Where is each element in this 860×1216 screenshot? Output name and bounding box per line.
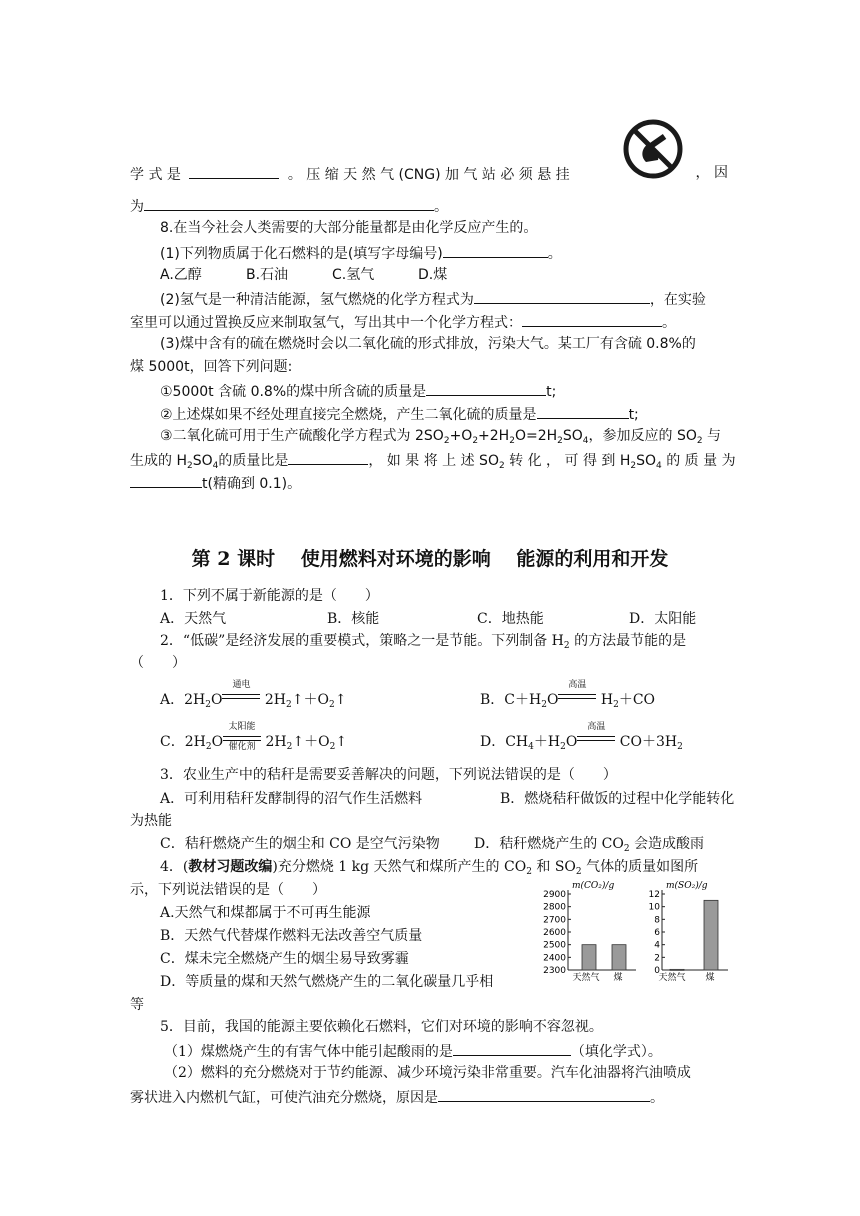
q2-option-b: B．$C+H_2O$ 高温 $H_2+CO$ <box>480 680 656 710</box>
q8-option-a: A.乙醇 <box>160 267 202 283</box>
q7-line2-text-a: 为 <box>130 199 144 215</box>
q5-stem: 5．目前，我国的能源主要依赖化石燃料，它们对环境的影响不容忽视。 <box>160 1019 603 1035</box>
q8-part2-cont <box>130 312 676 332</box>
q2-option-c: C．$2H_2O$ 太阳能 催化剂 $2H_2↑+O_2↑$ <box>160 722 348 752</box>
chart-x-tick-label: 天然气 <box>572 973 600 983</box>
q7-line1-text-b: 。 压 缩 天 然 气 (CNG) 加 气 站 必 须 悬 挂 <box>287 167 570 183</box>
q8-blank-7[interactable] <box>130 473 202 488</box>
chart-bar-natural-gas <box>670 969 684 970</box>
q8-option-c: C.氢气 <box>332 267 375 283</box>
q2-option-d: D．$CH_4+H_2O$ 高温 $CO+3H_2$ <box>480 722 683 752</box>
chart-x-tick-label: 煤 <box>613 973 623 983</box>
q8-part3: (3)煤中含有的硫在燃烧时会以二氧化硫的形式排放，污染大气。某工厂有含硫 0.8%的 <box>160 336 696 352</box>
q8-sub3: ③二氧化硫可用于生产硫酸化学方程式为 $2SO_2+O_2+2H_2O=2H_2SO_4$，参加反应的 $SO_2$ 与 <box>160 428 722 446</box>
chart-y-tick-label: 2900 <box>543 890 566 900</box>
q8-part1 <box>160 243 562 263</box>
q8-blank-3[interactable] <box>522 312 662 327</box>
q8-blank-5[interactable] <box>537 404 629 419</box>
no-smoking-fire-icon <box>622 118 684 180</box>
q2-stem: 2．“低碳”是经济发展的重要模式，策略之一是节能。下列制备 $H_2$ 的方法最节能的是 <box>160 633 687 651</box>
chart-bar-natural-gas <box>582 945 596 970</box>
chart-ylabel: m(CO₂)/g <box>572 881 615 891</box>
q2-stem-cont: （ ） <box>130 655 186 671</box>
so2-bar-chart <box>642 878 732 986</box>
q1-options <box>160 610 696 628</box>
chart-y-tick-label: 2 <box>654 953 660 964</box>
q3-option-a: A．可利用秸秆发酵制得的沼气作生活燃料 <box>160 791 423 807</box>
chart-y-tick-label: 2500 <box>543 940 566 951</box>
q3-option-d: D．秸秆燃烧产生的 $CO_2$ 会造成酸雨 <box>474 836 705 854</box>
q8-part2-text-d: 。 <box>662 315 676 331</box>
q2-d-reaction-arrow: 高温 <box>577 734 615 744</box>
chart-bar-coal <box>704 900 718 970</box>
q3-option-b: B．燃烧秸秆做饭的过程中化学能转化 <box>500 791 735 807</box>
q8-part2-text-a: (2)氢气是一种清洁能源，氢气燃烧的化学方程式为 <box>160 292 474 308</box>
q5-part2-cont: 雾状进入内燃机气缸，可使汽油充分燃烧，原因是 。 <box>130 1087 664 1107</box>
q8-sub1 <box>160 381 556 401</box>
q5-blank-2[interactable] <box>438 1087 650 1102</box>
q5-blank-1[interactable] <box>453 1041 571 1056</box>
chart-x-tick-label: 天然气 <box>658 973 686 983</box>
q8-option-d: D.煤 <box>418 267 448 283</box>
q3-options-ab <box>160 790 734 808</box>
q4-stem-cont: 示，下列说法错误的是（ ） <box>130 882 326 898</box>
chart-y-tick-label: 2300 <box>543 966 566 976</box>
chart-y-tick-label: 4 <box>654 940 660 951</box>
chart-y-tick-label: 6 <box>654 928 660 938</box>
q8-sub2-text: ②上述煤如果不经处理直接完全燃烧，产生二氧化硫的质量是 <box>160 407 537 423</box>
q4-stem: 4．(教材习题改编)充分燃烧 1 kg 天然气和煤所产生的 $CO_2$ 和 $SO_2$ 气体的质量如图所 <box>160 859 699 877</box>
q8-part2-text-b: ，在实验 <box>649 292 706 308</box>
q8-part1-end: 。 <box>547 246 562 262</box>
q8-blank-1[interactable] <box>443 243 548 258</box>
q5-part1: （1）煤燃烧产生的有害气体中能引起酸雨的是 （填化学式）。 <box>164 1041 662 1061</box>
q4-option-c: C．煤未完全燃烧产生的烟尘易导致雾霾 <box>160 951 409 967</box>
q1-option-c: C．地热能 <box>477 611 544 627</box>
q8-part2-text-c: 室里可以通过置换反应来制取氢气，写出其中一个化学方程式： <box>130 315 522 331</box>
q3-option-c: C．秸秆燃烧产生的烟尘和 CO 是空气污染物 <box>160 836 440 852</box>
q3-option-b-cont: 为热能 <box>130 813 172 829</box>
q8-sub3-cont: 生成的 $H_2SO_4$的质量比是 ， 如 果 将 上 述 $SO_2$ 转 化 ， 可 得 到 $H_2SO_4$ 的 质 量 为 <box>130 450 736 475</box>
chart-y-tick-label: 8 <box>654 915 660 926</box>
chart-ylabel: m(SO₂)/g <box>666 881 708 891</box>
co2-bar-chart <box>528 878 640 986</box>
q3-options-cd <box>160 835 704 858</box>
q8-part1-text: (1)下列物质属于化石燃料的是(填写字母编号) <box>160 246 443 262</box>
chart-y-tick-label: 10 <box>648 902 660 913</box>
q8-part3-cont: 煤 5000t，回答下列问题: <box>130 359 293 375</box>
q1-option-b: B．核能 <box>327 611 380 627</box>
q4-option-d: D．等质量的煤和天然气燃烧产生的二氧化碳量几乎相 <box>160 974 494 990</box>
q4-option-b: B．天然气代替煤作燃料无法改善空气质量 <box>160 928 423 944</box>
q8-part2 <box>160 289 706 309</box>
chart-x-tick-label: 煤 <box>705 973 715 983</box>
q2-a-reaction-arrow: 通电 <box>222 692 260 702</box>
chart-y-tick-label: 2600 <box>543 928 566 938</box>
q4-option-d-cont: 等 <box>130 997 144 1013</box>
q1-stem: 1．下列不属于新能源的是（ ） <box>160 588 379 604</box>
chart-y-tick-label: 2400 <box>543 953 566 964</box>
q7-line2 <box>130 196 448 216</box>
q8-options <box>160 266 447 284</box>
q5-part2: （2）燃料的充分燃烧对于节约能源、减少环境污染非常重要。汽车化油器将汽油喷成 <box>164 1065 691 1081</box>
q8-blank-4[interactable] <box>426 381 546 396</box>
q4-source-tag: 教材习题改编 <box>188 859 273 875</box>
chart-y-tick-label: 2700 <box>543 915 566 926</box>
q8-sub1-end: t; <box>546 384 557 400</box>
chart-y-tick-label: 0 <box>654 966 660 976</box>
q8-blank-2[interactable] <box>474 289 650 304</box>
section-title: 第 2 课时 使用燃料对环境的影响 能源的利用和开发 <box>191 548 669 570</box>
q8-sub1-text: ①5000t 含硫 0.8%的煤中所含硫的质量是 <box>160 384 427 400</box>
q2-c-reaction-arrow: 太阳能 催化剂 <box>223 734 261 744</box>
q7-line2-text-b: 。 <box>434 199 448 215</box>
q7-blank-1[interactable] <box>189 164 279 179</box>
q8-sub2 <box>160 404 639 424</box>
q7-blank-2[interactable] <box>144 196 434 211</box>
q1-option-d: D．太阳能 <box>629 611 697 627</box>
q8-stem: 8.在当今社会人类需要的大部分能量都是由化学反应产生的。 <box>160 220 538 236</box>
q7-line1-text-c: ， 因 <box>695 165 728 181</box>
q3-stem: 3．农业生产中的秸秆是需要妥善解决的问题，下列说法错误的是（ ） <box>160 767 617 783</box>
q8-option-b: B.石油 <box>246 267 289 283</box>
q8-sub2-end: t; <box>628 407 639 423</box>
q8-blank-6[interactable] <box>288 450 368 465</box>
q8-sub3-cont2: t(精确到 0.1)。 <box>130 473 301 493</box>
chart-y-tick-label: 2800 <box>543 902 566 913</box>
q2-b-reaction-arrow: 高温 <box>558 692 596 702</box>
chart-bar-coal <box>612 945 626 970</box>
q2-option-a: A．$2H_2O$ 通电 $2H_2↑+O_2↑$ <box>160 680 347 710</box>
chart-y-tick-label: 12 <box>648 890 660 900</box>
q4-option-a: A.天然气和煤都属于不可再生能源 <box>160 905 371 921</box>
q1-option-a: A．天然气 <box>160 611 227 627</box>
q7-line1-text-a: 学 式 是 <box>130 167 181 183</box>
